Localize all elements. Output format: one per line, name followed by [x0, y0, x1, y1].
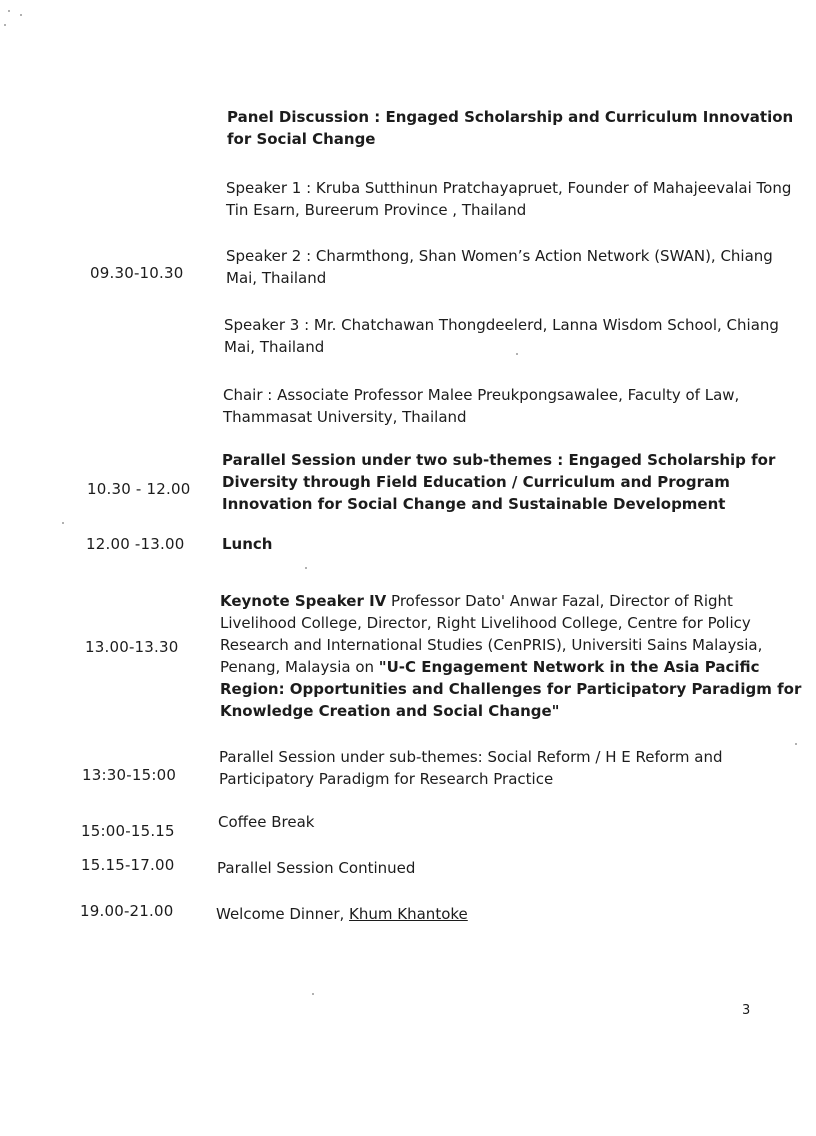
lunch-time: 12.00 -13.00 [86, 535, 185, 553]
panel-speaker-2: Speaker 2 : Charmthong, Shan Women’s Action Network (SWAN), Chiang Mai, Thailand [226, 247, 773, 287]
keynote-label: Keynote Speaker IV [220, 592, 387, 610]
scan-speck [795, 743, 797, 745]
scan-speck [4, 24, 6, 26]
panel-speaker-1: Speaker 1 : Kruba Sutthinun Pratchayapruet, Founder of Mahajeevalai Tong Tin Esarn, Bureerum Province , Thailand [226, 179, 792, 219]
keynote-body: Professor Dato' Anwar Fazal, Director of Right Livelihood College, Director, Right Livelihood College, Centre for Policy Research and International Studies (CenPRIS), Universiti Sains Malaysia, Penang, Malaysia on [220, 592, 763, 676]
scan-speck [62, 522, 64, 524]
dinner-venue-link[interactable]: Khum Khantoke [349, 905, 468, 923]
panel-chair: Chair : Associate Professor Malee Preukpongsawalee, Faculty of Law, Thammasat University, Thailand [223, 386, 740, 426]
keynote-text [220, 590, 812, 722]
continued-time: 15.15-17.00 [81, 856, 175, 874]
parallel2-time: 13:30-15:00 [82, 766, 177, 784]
parallel1-time: 10.30 - 12.00 [87, 480, 191, 498]
scan-speck [516, 353, 518, 355]
parallel2-text: Parallel Session under sub-themes: Social Reform / H E Reform and Participatory Paradigm for Research Practice [219, 748, 723, 788]
scan-speck [8, 10, 10, 12]
panel-speaker-3: Speaker 3 : Mr. Chatchawan Thongdeelerd, Lanna Wisdom School, Chiang Mai, Thailand [224, 316, 779, 356]
dinner-label: Welcome Dinner, [216, 905, 350, 923]
scan-speck [20, 14, 22, 16]
page-number: 3 [742, 1003, 751, 1018]
scan-speck [312, 993, 314, 995]
panel-time: 09.30-10.30 [90, 264, 184, 282]
continued-text: Parallel Session Continued [217, 859, 416, 877]
scan-speck [305, 567, 307, 569]
dinner-text [216, 903, 806, 925]
panel-title: Panel Discussion : Engaged Scholarship and Curriculum Innovation for Social Change [227, 108, 794, 148]
coffee-time: 15:00-15.15 [81, 822, 175, 840]
coffee-text: Coffee Break [218, 813, 315, 831]
lunch-text: Lunch [222, 535, 273, 553]
parallel1-text: Parallel Session under two sub-themes : Engaged Scholarship for Diversity through Field Education / Curriculum and Program Innovation for Social Change and Sustainable Development [222, 451, 776, 513]
dinner-time: 19.00-21.00 [80, 902, 174, 920]
keynote-time: 13.00-13.30 [85, 638, 179, 656]
keynote-talk-title: "U-C Engagement Network in the Asia Pacific Region: Opportunities and Challenges for Participatory Paradigm for Knowledge Creation and Social Change" [220, 658, 802, 720]
